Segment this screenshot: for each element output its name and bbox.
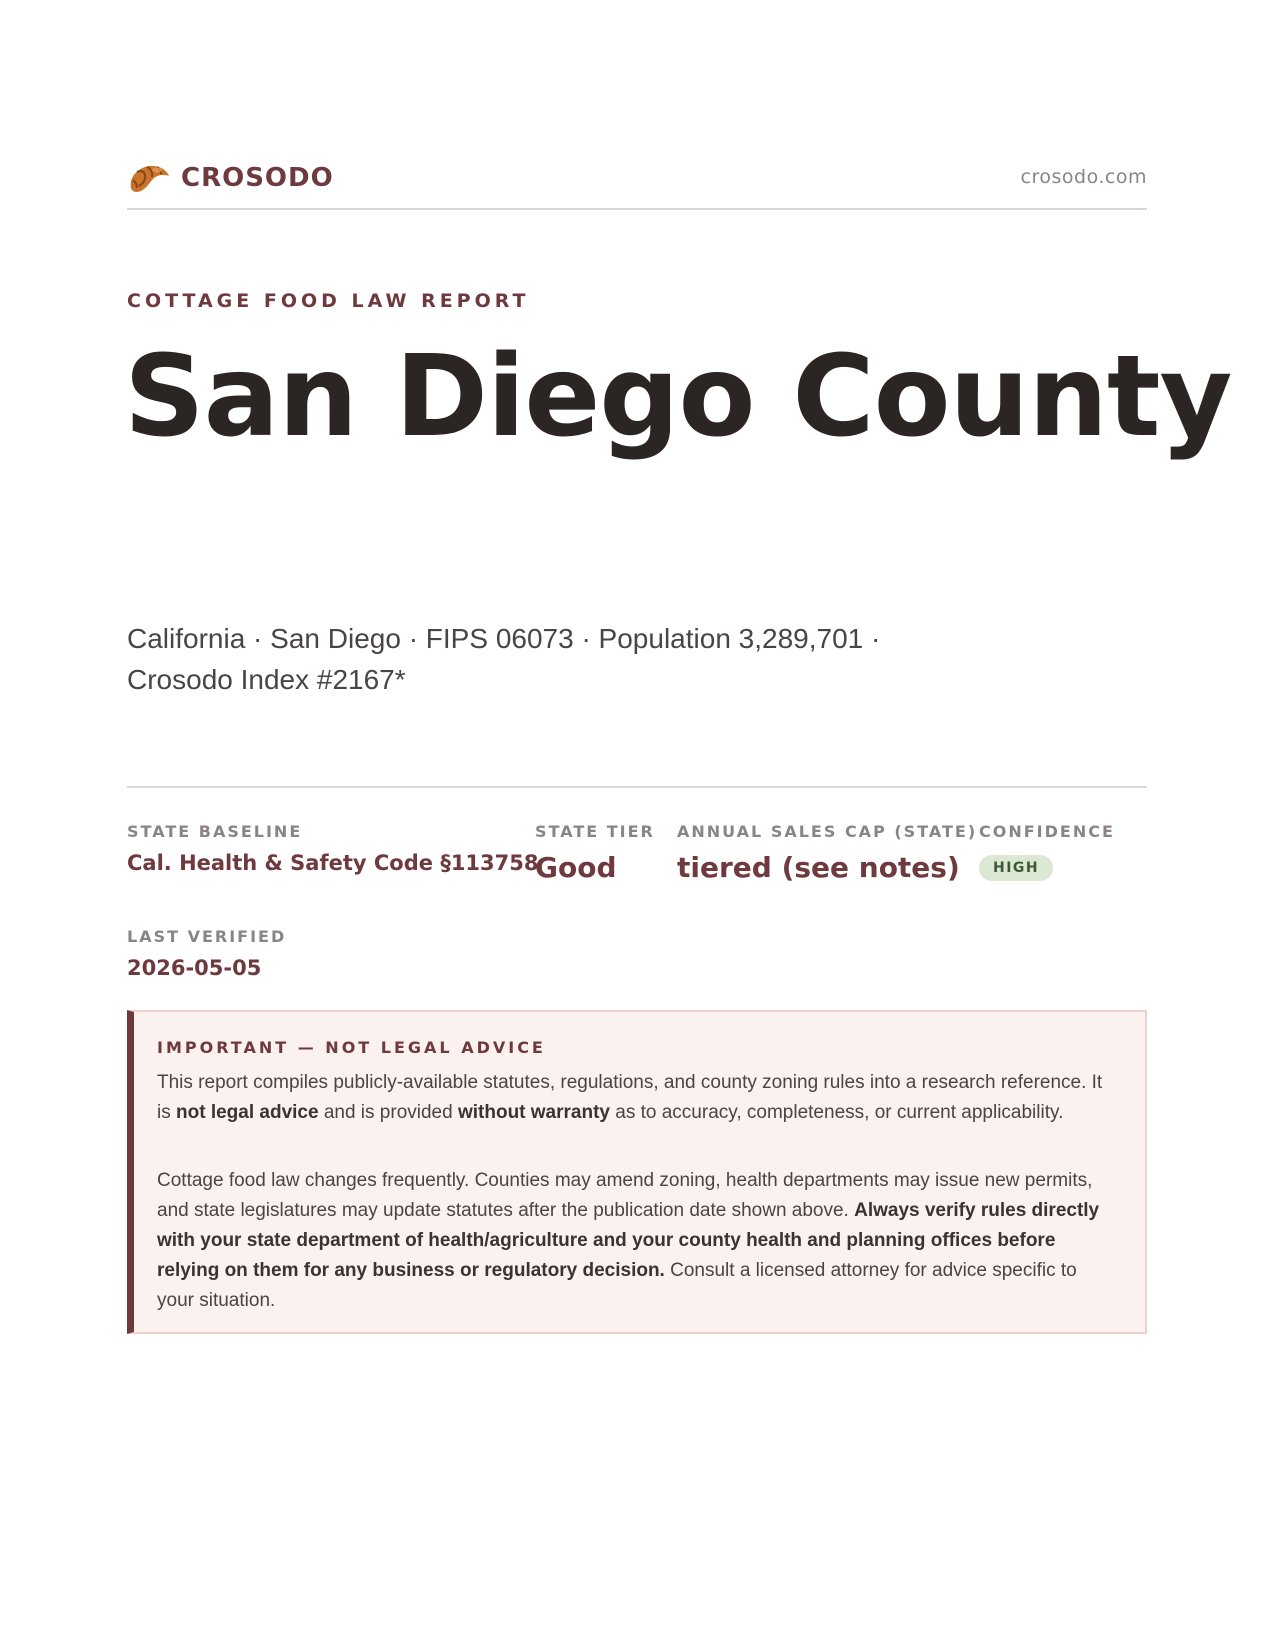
brand-name: CROSODO (181, 163, 334, 193)
notice-paragraph-2 (157, 1166, 1117, 1316)
report-page (124, 0, 1232, 1650)
header-divider (127, 208, 1147, 210)
notice-paragraph-1 (157, 1068, 1117, 1128)
emphasis-verify-rules: Always verify rules directly with your state department of health/agriculture and your county health and planning offices before relying on them for any business or regulatory decision. (157, 1200, 1100, 1281)
text-run: This report compiles publicly-available statutes, regulations, and county zoning rules into a research reference. It is (157, 1072, 1103, 1123)
stat-confidence (979, 822, 1115, 881)
stat-value: Cal. Health & Safety Code §113758 (127, 851, 539, 875)
emphasis-not-legal-advice: not legal advice (176, 1102, 319, 1123)
report-meta (127, 618, 987, 700)
stat-label: LAST VERIFIED (127, 927, 287, 946)
emphasis-without-warranty: without warranty (457, 1102, 610, 1123)
site-link[interactable]: crosodo.com (1020, 166, 1147, 188)
stats-divider (127, 786, 1147, 788)
stat-value: Good (535, 851, 617, 884)
stat-value: 2026-05-05 (127, 956, 262, 980)
report-eyebrow: COTTAGE FOOD LAW REPORT (127, 290, 530, 312)
text-run: Consult a licensed attorney for advice specific to your situation. (157, 1260, 1077, 1311)
stat-last-verified (127, 927, 286, 980)
croissant-icon (127, 158, 171, 198)
confidence-badge: HIGH (979, 855, 1053, 881)
notice-title: IMPORTANT — NOT LEGAL ADVICE (157, 1038, 546, 1057)
stat-label: STATE TIER (535, 822, 655, 841)
stat-label: ANNUAL SALES CAP (STATE) (677, 822, 978, 841)
stat-state-baseline (127, 822, 539, 875)
stat-sales-cap (677, 822, 977, 884)
text-run: as to accuracy, completeness, or current applicability. (609, 1102, 1064, 1123)
stat-state-tier (535, 822, 655, 884)
header (127, 158, 1147, 198)
logo[interactable] (127, 158, 334, 198)
stat-value: tiered (see notes) (677, 851, 960, 884)
text-run: Cottage food law changes frequently. Counties may amend zoning, health departments may issue new permits, and state legislatures may update statutes after the publication date shown above. (157, 1170, 1093, 1221)
meta-line-1: California · San Diego · FIPS 06073 · Population 3,289,701 · (127, 623, 881, 654)
meta-line-2: Crosodo Index #2167* (127, 664, 406, 695)
page-title: San Diego County (124, 332, 1232, 462)
stat-label: STATE BASELINE (127, 822, 303, 841)
stat-label: CONFIDENCE (979, 822, 1115, 841)
text-run: and is provided (318, 1102, 458, 1123)
legal-notice (127, 1010, 1147, 1334)
